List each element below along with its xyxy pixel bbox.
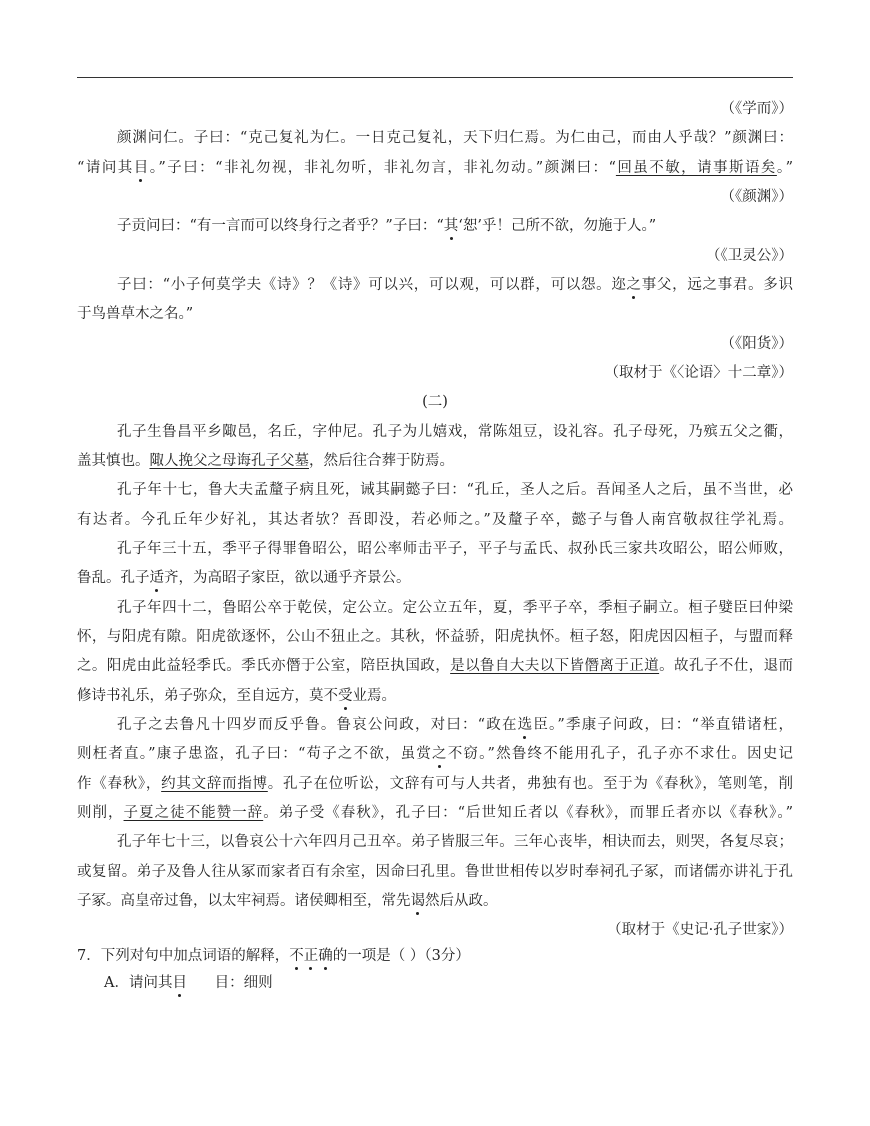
- emphasis-dot-char: 谒: [411, 890, 426, 912]
- text-line: 子曰：“小子何莫学夫《诗》？《诗》可以兴，可以观，可以群，可以怨。迩之事父，远之事君。多识: [117, 274, 793, 296]
- emphasis-dot-char: 正: [304, 945, 319, 967]
- source-citation: （取材于《史记·孔子世家》）: [607, 922, 793, 938]
- header-rule: [77, 77, 793, 78]
- text-line: 怀，与阳虎有隙。阳虎欲逐怀，公山不狃止之。其秋，怀益骄，阳虎执怀。桓子怒，阳虎因囚桓子，与盟而释: [77, 629, 793, 645]
- text-line: 孔子年四十二，鲁昭公卒于乾侯，定公立。定公立五年，夏，季平子卒，季桓子嗣立。桓子嬖臣曰仲梁: [117, 600, 793, 616]
- emphasis-dot-char: 之: [432, 743, 447, 765]
- text-line: 修诗书礼乐，弟子弥众，至自远方，莫不受业焉。: [77, 685, 793, 707]
- underlined-sentence: 是以鲁自大夫以下皆僭离于正道: [450, 658, 660, 674]
- text-line: 则枉者直。”康子患盗，孔子曰：“苟子之不欲，虽赏之不窃。”然鲁终不能用孔子，孔子亦不求仕。因史记: [77, 743, 793, 765]
- text-line: 孔子年七十三，以鲁哀公十六年四月己丑卒。弟子皆服三年。三年心丧毕，相诀而去，则哭，各复尽哀；: [117, 834, 793, 850]
- text-line: 则削，子夏之徒不能赞一辞。弟子受《春秋》，孔子曰：“后世知丘者以《春秋》，而罪丘者亦以《春秋》。”: [77, 805, 794, 821]
- emphasis-dot-char: 选: [518, 714, 533, 736]
- text-line: 孔子生鲁昌平乡陬邑，名丘，字仲尼。孔子为儿嬉戏，常陈俎豆，设礼容。孔子母死，乃殡五父之衢，: [117, 424, 793, 440]
- underlined-sentence: 子夏之徒不能赞一辞: [123, 805, 264, 821]
- text-line: 作《春秋》，约其文辞而指博。孔子在位听讼，文辞有可与人共者，弗独有也。至于为《春秋》，笔则笔，削: [77, 776, 794, 792]
- text-line: 之。阳虎由此益轻季氏。季氏亦僭于公室，陪臣执国政，是以鲁自大夫以下皆僭离于正道。故孔子不仕，退而: [77, 658, 794, 674]
- underlined-sentence: 陬人挽父之母诲孔子父墓: [149, 453, 309, 469]
- underlined-sentence: 回虽不敏，请事斯语矣: [615, 160, 777, 176]
- question-7: 7．下列对句中加点词语的解释，不正确的一项是（ ）（3分）: [77, 945, 793, 967]
- text-line: 颜渊问仁。子曰：“克己复礼为仁。一日克己复礼，天下归仁焉。为仁由己，而由人乎哉？”颜渊曰：: [117, 130, 793, 146]
- text-line: 孔子年三十五，季平子得罪鲁昭公，昭公率师击平子，平子与孟氏、叔孙氏三家共攻昭公，昭公师败，: [117, 541, 793, 557]
- section-heading: (二): [422, 394, 448, 410]
- text-line: 孔子之去鲁凡十四岁而反乎鲁。鲁哀公问政，对曰：“政在选臣。”季康子问政，曰：“举直错诸枉，: [117, 714, 793, 736]
- source-citation: （《卫灵公》）: [706, 248, 793, 264]
- emphasis-dot-char: 受: [338, 685, 353, 707]
- emphasis-dot-char: 确: [318, 945, 333, 967]
- source-citation: （《阳货》）: [720, 336, 793, 352]
- text-line: 于鸟兽草木之名。”: [77, 306, 194, 322]
- source-citation: （《学而》）: [720, 101, 793, 117]
- text-line: 有达者。今孔丘年少好礼，其达者欤？吾即没，若必师之。”及釐子卒，懿子与鲁人南宫敬叔往学礼焉。: [77, 512, 793, 528]
- emphasis-dot-char: 适: [150, 567, 165, 589]
- emphasis-dot-char: 之: [627, 274, 642, 296]
- emphasis-dot-char: 不: [289, 945, 304, 967]
- source-citation: （《颜渊》）: [720, 189, 793, 205]
- text-line: “请问其目。”子曰：“非礼勿视，非礼勿听，非礼勿言，非礼勿动。”颜渊曰：“回虽不敏，请事斯语矣。”: [77, 157, 793, 179]
- option-a: A．请问其目 目：细则: [104, 972, 793, 994]
- text-line: 或复留。弟子及鲁人往从冢而家者百有余室，因命曰孔里。鲁世世相传以岁时奉祠孔子冢，而诸儒亦讲礼于孔: [77, 864, 793, 880]
- text-line: 孔子年十七，鲁大夫孟釐子病且死，诫其嗣懿子曰：“孔丘，圣人之后。吾闻圣人之后，虽不当世，必: [117, 482, 793, 498]
- source-citation: （取材于《〈论语〉十二章》）: [604, 365, 793, 381]
- text-line: 盖其慎也。陬人挽父之母诲孔子父墓，然后往合葬于防焉。: [77, 453, 454, 469]
- emphasis-dot-char: 其: [444, 215, 459, 237]
- emphasis-dot-char: 目: [172, 972, 187, 994]
- text-line: 子冢。高皇帝过鲁，以太牢祠焉。诸侯卿相至，常先谒然后从政。: [77, 890, 793, 912]
- emphasis-dot-char: 目: [134, 157, 149, 179]
- underlined-sentence: 约其文辞而指博: [161, 776, 268, 792]
- text-line: 鲁乱。孔子适齐，为高昭子家臣，欲以通乎齐景公。: [77, 567, 793, 589]
- text-line: 子贡问曰：“有一言而可以终身行之者乎？”子曰：“其‘恕’乎！己所不欲，勿施于人。”: [117, 215, 793, 237]
